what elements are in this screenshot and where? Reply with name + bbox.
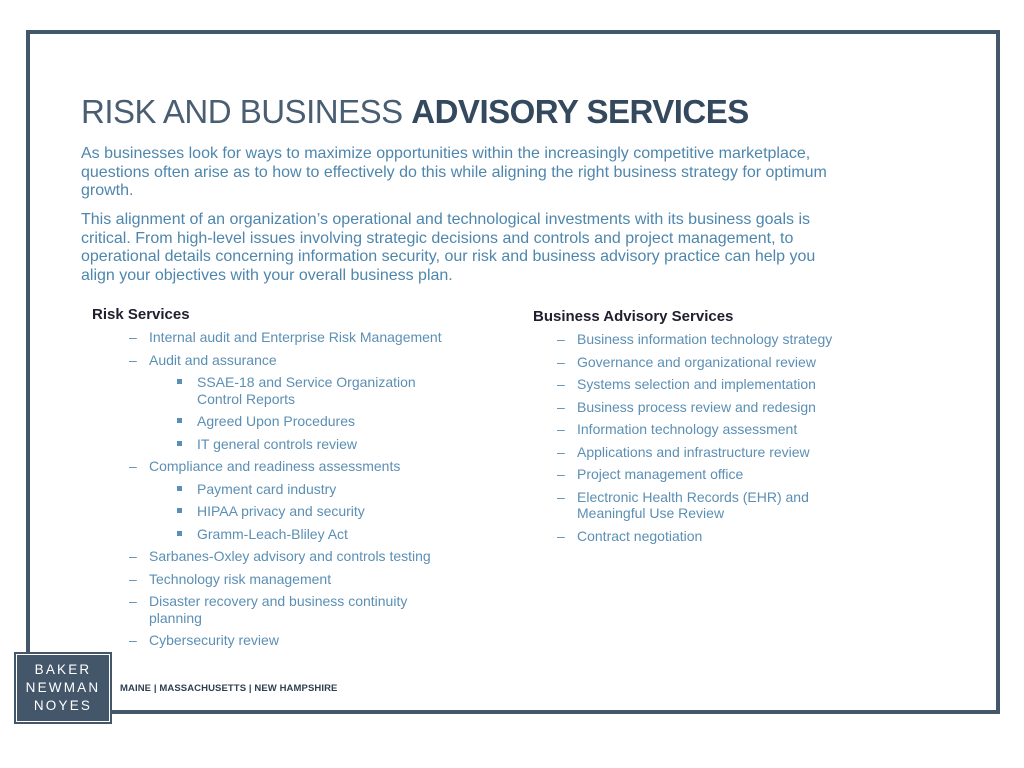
title-light: RISK AND BUSINESS <box>81 93 412 130</box>
risk-service-item <box>129 548 459 565</box>
business-advisory-item: – Contract negotiation <box>557 528 867 545</box>
risk-service-sublist <box>177 374 459 452</box>
risk-service-label: Disaster recovery and business continuity planning <box>149 593 408 626</box>
risk-services-list <box>129 329 459 655</box>
business-advisory-item: – Electronic Health Records (EHR) and Meaningful Use Review <box>557 489 867 522</box>
risk-service-subitem: Payment card industry <box>177 481 459 498</box>
company-logo <box>16 654 110 722</box>
risk-service-item <box>129 458 459 542</box>
risk-service-subitem: SSAE-18 and Service Organization Control Reports <box>177 374 459 407</box>
risk-service-label: Technology risk management <box>149 570 332 587</box>
risk-services-heading: Risk Services <box>92 306 190 323</box>
risk-service-label: Compliance and readiness assessments <box>149 458 401 474</box>
risk-service-subitem: HIPAA privacy and security <box>177 503 459 520</box>
footer-states: MAINE | MASSACHUSETTS | NEW HAMPSHIRE <box>120 683 338 694</box>
risk-service-item <box>129 632 459 649</box>
risk-service-label: Internal audit and Enterprise Risk Management <box>149 329 442 345</box>
business-advisory-item: – Applications and infrastructure review <box>557 444 867 461</box>
logo-line: NEWMAN <box>25 680 101 695</box>
business-advisory-item: – Governance and organizational review <box>557 354 867 371</box>
business-advisory-item: – Business process review and redesign <box>557 399 867 416</box>
logo-line: BAKER <box>34 662 92 677</box>
risk-service-label: Cybersecurity review <box>149 632 279 648</box>
business-advisory-item: – Business information technology strategy <box>557 331 867 348</box>
risk-service-item <box>129 329 459 346</box>
risk-service-label: Audit and assurance <box>149 351 277 368</box>
risk-service-item <box>129 593 459 626</box>
intro-paragraph-2: This alignment of an organization’s operational and technological investments with its business goals is critical. From high-level issues involving strategic decisions and controls and project management, to operational details concerning information security, our risk and business advisory practice can help you align your objectives with your overall business plan. <box>81 211 816 285</box>
business-advisory-item: – Information technology assessment <box>557 421 867 438</box>
title-bold: ADVISORY SERVICES <box>411 93 749 130</box>
business-advisory-item: – Project management office <box>557 466 867 483</box>
risk-service-subitem: IT general controls review <box>177 436 459 453</box>
risk-service-subitem: Agreed Upon Procedures <box>177 413 459 430</box>
risk-service-subitem: Gramm-Leach-Bliley Act <box>177 526 459 543</box>
business-advisory-item: – Systems selection and implementation <box>557 376 867 393</box>
page-title <box>81 93 749 131</box>
business-advisory-heading: Business Advisory Services <box>533 308 734 325</box>
risk-service-label: Sarbanes-Oxley advisory and controls testing <box>149 548 431 564</box>
business-advisory-list <box>557 331 867 550</box>
risk-service-item <box>129 352 459 453</box>
risk-service-item <box>129 571 459 588</box>
logo-line: NOYES <box>33 698 93 713</box>
intro-paragraph-1: As businesses look for ways to maximize opportunities within the increasingly competitive marketplace, questions often arise as to how to effectively do this while aligning the right business strategy for optimum growth. <box>81 145 827 200</box>
risk-service-sublist <box>177 481 459 543</box>
